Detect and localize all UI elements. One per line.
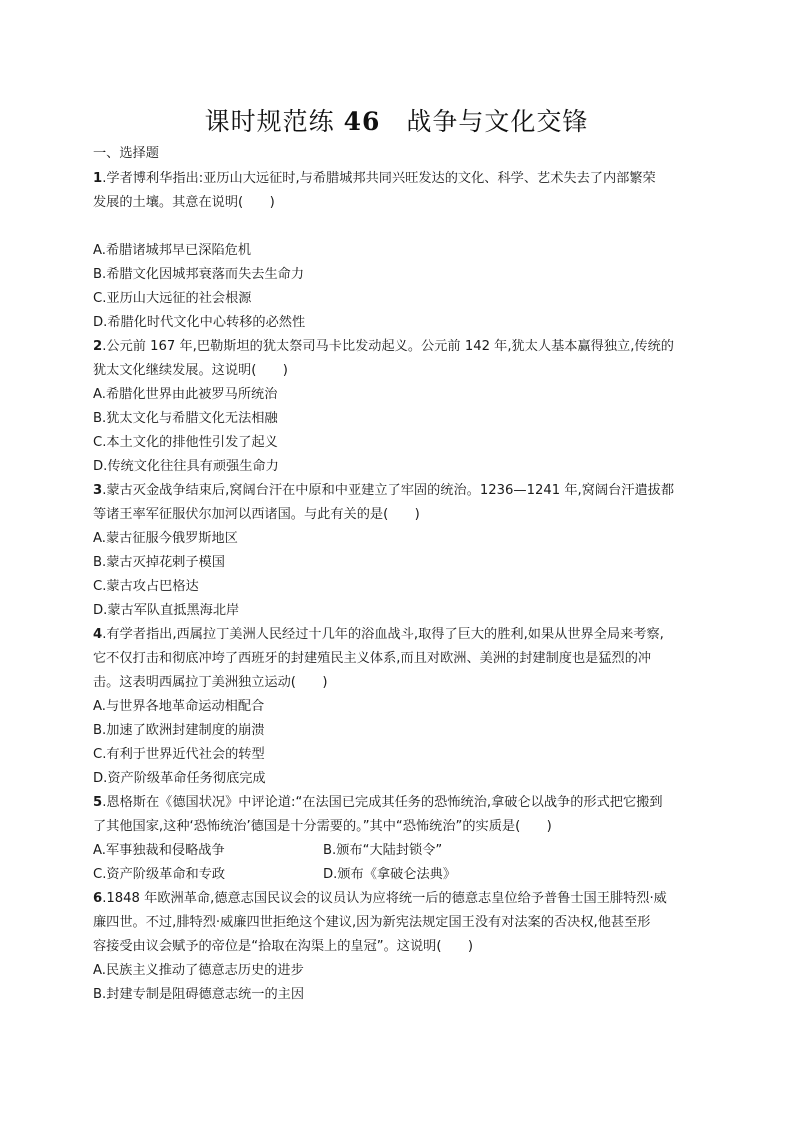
question-2-option-d: D.传统文化往往具有顽强生命力 — [93, 459, 279, 474]
page-title: 课时规范练 46 战争与文化交锋 — [204, 107, 589, 136]
question-3-option-d: D.蒙古军队直抵黑海北岸 — [93, 603, 240, 618]
question-4-text: 4.有学者指出,西属拉丁美洲人民经过十几年的浴血战斗,取得了巨大的胜利,如果从世界全局来考察, — [93, 627, 664, 642]
question-4-text: 击。这表明西属拉丁美洲独立运动( ) — [93, 675, 328, 690]
question-2-option-a: A.希腊化世界由此被罗马所统治 — [93, 387, 278, 402]
question-1-option-a: A.希腊诸城邦早已深陷危机 — [93, 243, 252, 258]
question-6-text: 6.1848 年欧洲革命,德意志国民议会的议员认为应将统一后的德意志皇位给予普鲁士国王腓特烈·威 — [93, 891, 667, 906]
question-1-text: 发展的土壤。其意在说明( ) — [93, 195, 275, 210]
question-6-option-a: A.民族主义推动了德意志历史的进步 — [93, 963, 304, 978]
question-6-text: 容接受由议会赋予的帝位是“拾取在沟渠上的皇冠”。这说明( ) — [93, 939, 474, 954]
question-2-option-c: C.本土文化的排他性引发了起义 — [93, 435, 278, 450]
question-2-option-b: B.犹太文化与希腊文化无法相融 — [93, 411, 278, 426]
question-5-option-c: C.资产阶级革命和专政 — [93, 867, 226, 882]
question-1-option-d: D.希腊化时代文化中心转移的必然性 — [93, 315, 306, 330]
question-5-option-d: D.颁布《拿破仑法典》 — [323, 867, 457, 882]
question-1-text: 1.学者博利华指出:亚历山大远征时,与希腊城邦共同兴旺发达的文化、科学、艺术失去了内部繁荣 — [93, 171, 656, 186]
question-3-option-a: A.蒙古征服今俄罗斯地区 — [93, 531, 238, 546]
question-6-option-b: B.封建专制是阻碍德意志统一的主因 — [93, 987, 305, 1002]
question-3-option-b: B.蒙古灭掉花剌子模国 — [93, 555, 225, 570]
question-3-text: 等诸王率军征服伏尔加河以西诸国。与此有关的是( ) — [93, 507, 420, 522]
question-4-option-a: A.与世界各地革命运动相配合 — [93, 699, 265, 714]
question-6-text: 廉四世。不过,腓特烈·威廉四世拒绝这个建议,因为新宪法规定国王没有对法案的否决权,他甚至形 — [93, 915, 651, 930]
question-5-option-a: A.军事独裁和侵略战争 — [93, 843, 225, 858]
section-heading: 一、选择题 — [93, 146, 159, 161]
question-3-option-c: C.蒙古攻占巴格达 — [93, 579, 199, 594]
question-1-option-c: C.亚历山大远征的社会根源 — [93, 291, 252, 306]
question-4-option-d: D.资产阶级革命任务彻底完成 — [93, 771, 266, 786]
question-4-option-c: C.有利于世界近代社会的转型 — [93, 747, 265, 762]
question-4-option-b: B.加速了欧洲封建制度的崩溃 — [93, 723, 265, 738]
question-5-text: 了其他国家,这种‘恐怖统治’德国是十分需要的。”其中“恐怖统治”的实质是( ) — [93, 819, 552, 834]
question-2-text: 犹太文化继续发展。这说明( ) — [93, 363, 288, 378]
question-2-text: 2.公元前 167 年,巴勒斯坦的犹太祭司马卡比发动起义。公元前 142 年,犹太人基本赢得独立,传统的 — [93, 339, 674, 354]
question-4-text: 它不仅打击和彻底冲垮了西班牙的封建殖民主义体系,而且对欧洲、美洲的封建制度也是猛烈的冲 — [93, 651, 652, 666]
question-5-text: 5.恩格斯在《德国状况》中评论道:“在法国已完成其任务的恐怖统治,拿破仑以战争的形式把它搬到 — [93, 795, 663, 810]
question-3-text: 3.蒙古灭金战争结束后,窝阔台汗在中原和中亚建立了牢固的统治。1236—1241 年,窝阔台汗遣拔都 — [93, 483, 675, 498]
question-5-option-b: B.颁布“大陆封锁令” — [323, 843, 443, 858]
question-1-option-b: B.希腊文化因城邦衰落而失去生命力 — [93, 267, 305, 282]
